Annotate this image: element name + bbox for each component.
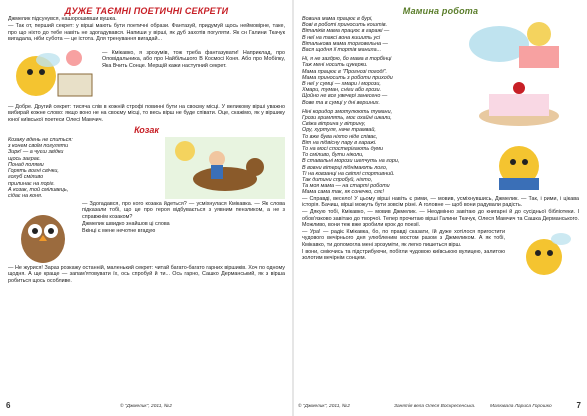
closing-row: [302, 229, 579, 281]
poem-line: голуб сміливо: [8, 174, 44, 181]
poem-line: Віт на підвісну пару в гаражі.: [302, 139, 377, 146]
dialog-2: — Здогадався, про кого козака йдеться? — усміхнулася Кмікавка. — Як слова підказали тобі, що це про героя відбувається з уявним пензликом, а не з справжнім козаком?: [82, 201, 285, 220]
right-dialog-2: — Дякую тобі, Кмікавко, — мовив Джмелик. — Неодмінно завітаю до книгарні й до сусідньої бібліотеки. І обов'язково завітаю до творчої. Тепер прочитаю вірші Галини Ткачук, Олеся Мамчич та Сашка Дерманського. Можливо, вони теж вже зробили крок до поезії.: [302, 209, 579, 228]
poem-line: Хмари, туман, сніги або грози.: [302, 87, 382, 94]
closing-text: [302, 229, 505, 281]
poem-line: Грози гримлять, моє охайні шкали,: [302, 115, 392, 122]
poem-line: Щойно не все увечері занесено —: [302, 93, 388, 100]
illustration-row-2: [8, 201, 285, 265]
second-secret: — Добре. Другий секрет: тисяча слів в кожній строфі повинні бути на своєму місці. У великому вірші уважно вибирай кожне слово: якщо воно не на своєму місці, то весь вірш не буде співати. Оце, скажімо, як у віршику юної київської поетеси Олесі Мамчич.: [8, 104, 285, 123]
right-dialog-3: — Ура! — радіє Кмікавка, бо, по правді сказати, їй дуже хотілося пригостити чудового вечірнього дня улюбленим мостом разом з Джмеликом. А як тобі, Кмікавко, ти допомогла мені зрозуміти, як легко пишеться вірш.: [302, 229, 505, 248]
right-poem: [302, 16, 455, 196]
author-credit: Занятія вела Олеся Воскресенська.: [394, 404, 476, 409]
poem-line: Та моя мама — на старті роботи: [302, 183, 390, 190]
cossack-horse-illustration: [165, 137, 285, 199]
dialog-1: — Кмікавко, я зрозумів, тож треба фантазувати! Наприклад, про Оповідальника, або про Найбільшого В Космосі Коня. Або про Мобілку, Яка Вчить Сонце. Мерщій кажи наступний секрет.: [102, 50, 285, 69]
bee-reading-illustration: [8, 44, 98, 104]
poem-line: В неї на таксі вона кишить усі: [302, 34, 381, 41]
poem-line: В неї у сумці — хмари і морози,: [302, 81, 381, 88]
poem-line: Віталькова мама торговельна —: [302, 40, 388, 47]
poem-line: Мама працює в "Прогнозі погоді".: [302, 68, 388, 75]
right-page: [294, 0, 587, 416]
poem-line: прилинає на поріг.: [8, 180, 55, 187]
poem-area: [302, 16, 579, 196]
poem-line: Вове та в сумці у дні вершних.: [302, 99, 380, 106]
poem-line: Козаку вдень не спиться:: [8, 137, 73, 144]
cake-illustration: [459, 76, 579, 130]
poem-line: То сміливо, бути ніколи,: [302, 152, 364, 159]
poem-line: То вже бува ніхто ніде співає,: [302, 133, 378, 140]
poem-line: Свіжа вітрина у вітрину,: [302, 121, 366, 128]
poem-line: В ставальні морози шепчуть на гори,: [302, 158, 400, 165]
intro-paragraph: — Так от, перший секрет: у вірші мають бути поетичні образи. Фантазуй, придумуй щось неймовірне, таке, про що ніхто до тебе навіть не здогадувався. Напиши у вірші, як дуб захотів погуляти. Як сн Галини Ткачук вигадала, ніби субота — це істота. Для тренування вигадай...: [8, 23, 285, 42]
poem-line: Ні, я не заздрю, бо мама в торбінці: [302, 56, 392, 63]
poem-line: Так дитини спробуй, ніхто,: [302, 177, 373, 184]
bee-with-book-illustration: [459, 134, 579, 194]
weather-forecaster-illustration: [459, 16, 579, 72]
left-footer: © "Джмелик", 2011, №2: [120, 404, 172, 409]
left-page-number: 6: [6, 401, 11, 410]
right-footer: © "Джмелик", 2011, №2: [298, 404, 350, 409]
poem-line: щось заграє.: [8, 155, 41, 162]
poem-line: Зирк! — а чуєш звідки: [8, 149, 64, 156]
poem-line: Мама сама так, як сонечко, сяє!: [302, 189, 384, 196]
poem-row: [8, 137, 285, 199]
poem-line: То на мосі спостерігають думи: [302, 146, 383, 153]
poem-line: Понад полями: [8, 161, 44, 168]
poem-line: Ору, хуртуля, наче трамвай,: [302, 127, 376, 134]
intro-line: Джмелик підсунувся, нашорошивши вушка.: [8, 16, 117, 22]
illustration-column: [459, 16, 579, 196]
poem-line: сідає на коня.: [8, 192, 43, 199]
poem-line: з конем своїм погуляти: [8, 143, 69, 150]
poem-line: Віталіків мама працює в гаражі —: [302, 28, 390, 35]
poem-line: Ніні коридор змотулюють тумани,: [302, 108, 393, 115]
poem-block: [8, 137, 161, 199]
illustration-row-1: [8, 44, 285, 104]
poem-title: Козак: [134, 125, 159, 136]
illustrator-credit: Малювала Лариса Горошко: [490, 404, 552, 409]
poem-line: Горять вогні свічки,: [8, 168, 59, 175]
bee-waving-illustration: [509, 229, 579, 281]
poem-line: Ті на ковзанці на світлі спортивний.: [302, 170, 395, 177]
poem-line: Таж мені носить цукерки.: [302, 62, 368, 69]
left-page: [0, 0, 293, 416]
closing-paragraph: — Не журися! Зараз розкажу останній, маленький секрет: читай багато-багато гарних віршиків. Хоч по одному щодня. А ще краще — запам'ятовувати їх, ось спробуй й ти... Ось гарно, Сашко Дерманський, як з вірша робиться щось особливе.: [8, 265, 285, 284]
poem-line: В вовни вітерці піднімають лого,: [302, 164, 388, 171]
poem-line: Мама приносить з роботи приходи: [302, 74, 393, 81]
poem-line: Вові в роботі приносить коштів.: [302, 22, 388, 29]
poem-line: Вовина мама працює в бурі,: [302, 16, 373, 22]
right-page-number: 7: [576, 401, 581, 410]
right-dialog-1: — Справді, весело! У цьому вірші навіть є рими, — мовив, усміхнувшись, Джмелик. — Так, і рими, і цікава історія. Бачиш, вірші можуть бути зовсім різні. А головне — щоб вони радували радість.: [302, 195, 579, 208]
poem-line: Вася щодня її тортів манила...: [302, 47, 382, 54]
left-headline: ДУЖЕ ТАЄМНІ ПОЕТИЧНІ СЕКРЕТИ: [64, 6, 229, 16]
owl-illustration: [8, 201, 78, 265]
dialog-block: [82, 201, 285, 265]
right-dialog-4: І вони, сміючись та підстрибуючи, побігли чудовою київською вулицею, залитою золотим вечірнім сонцем.: [302, 249, 505, 262]
dialog-3: Джмелик швидко знайшов ці слова: [82, 221, 170, 227]
right-headline: Мамина робота: [402, 6, 479, 16]
poem-line: А козак, той сміливець,: [8, 186, 69, 193]
dialog-4: Вкінці є мене нечотне вгадую: [82, 228, 156, 235]
